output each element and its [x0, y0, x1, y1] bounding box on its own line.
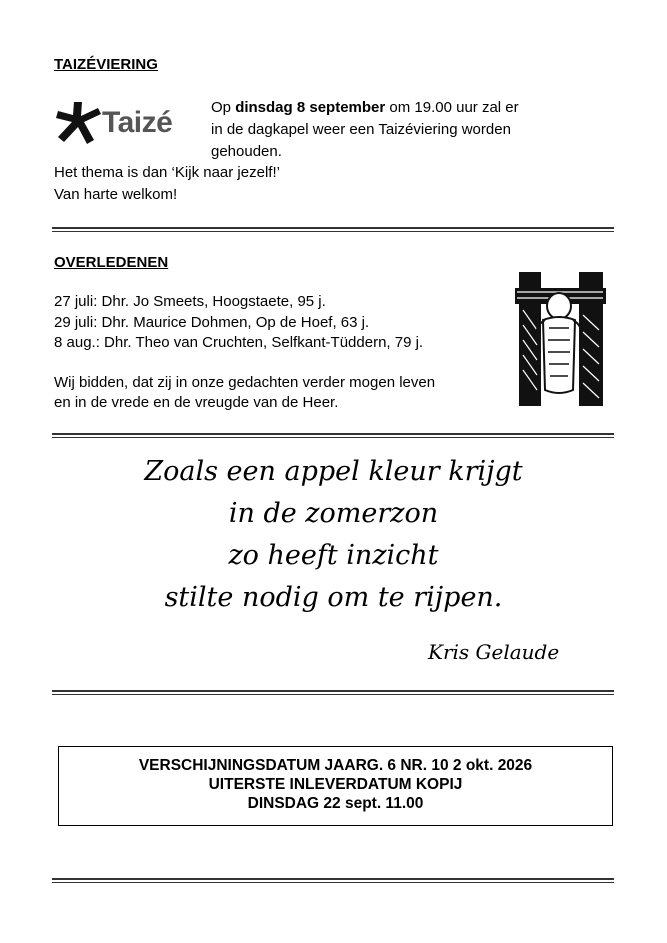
publication-notice-box: [58, 746, 613, 826]
poem-line-2: in de zomerzon: [228, 498, 439, 529]
prayer-line-1: Wij bidden, dat zij in onze gedachten verder mogen leven: [54, 374, 436, 391]
poem-line-3: zo heeft inzicht: [228, 540, 439, 571]
poem-line-1: Zoals een appel kleur krijgt: [144, 456, 523, 487]
taize-logo-text: Taizé: [102, 106, 173, 139]
deceased-entry-1: 27 juli: Dhr. Jo Smeets, Hoogstaete, 95 j.: [54, 293, 326, 310]
deadline-label-line: UITERSTE INLEVERDATUM KOPIJ: [208, 776, 463, 793]
taize-line2: in de dagkapel weer een Taizéviering worden: [211, 121, 511, 138]
deceased-entry-3: 8 aug.: Dhr. Theo van Cruchten, Selfkant-Tüddern, 79 j.: [54, 334, 424, 351]
poem-line-4: stilte nodig om te rijpen.: [164, 582, 503, 613]
divider-3: [52, 690, 614, 695]
divider-1: [52, 227, 614, 232]
taize-line1: Op dinsdag 8 september om 19.00 uur zal er: [211, 99, 519, 116]
divider-2: [52, 433, 614, 438]
taize-welcome: Van harte welkom!: [54, 186, 178, 203]
taize-theme: Het thema is dan ‘Kijk naar jezelf!’: [54, 164, 280, 181]
deadline-date-line: DINSDAG 22 sept. 11.00: [247, 795, 424, 812]
overledenen-heading: OVERLEDENEN: [54, 254, 169, 271]
taize-dove-icon: [54, 100, 104, 146]
poem-author: Kris Gelaude: [428, 640, 560, 664]
deceased-entry-2: 29 juli: Dhr. Maurice Dohmen, Op de Hoef, 63 j.: [54, 314, 370, 331]
publication-date-line: VERSCHIJNINGSDATUM JAARG. 6 NR. 10 2 okt. 2026: [138, 757, 533, 774]
prayer-line-2: en in de vrede en de vreugde van de Heer.: [54, 394, 339, 411]
crucifix-woodcut-icon: [515, 270, 606, 408]
taize-logo: [54, 100, 200, 146]
taize-date: dinsdag 8 september: [235, 99, 386, 116]
taize-line3: gehouden.: [211, 143, 282, 160]
taize-heading: TAIZÉVIERING: [54, 56, 158, 73]
divider-4: [52, 878, 614, 883]
